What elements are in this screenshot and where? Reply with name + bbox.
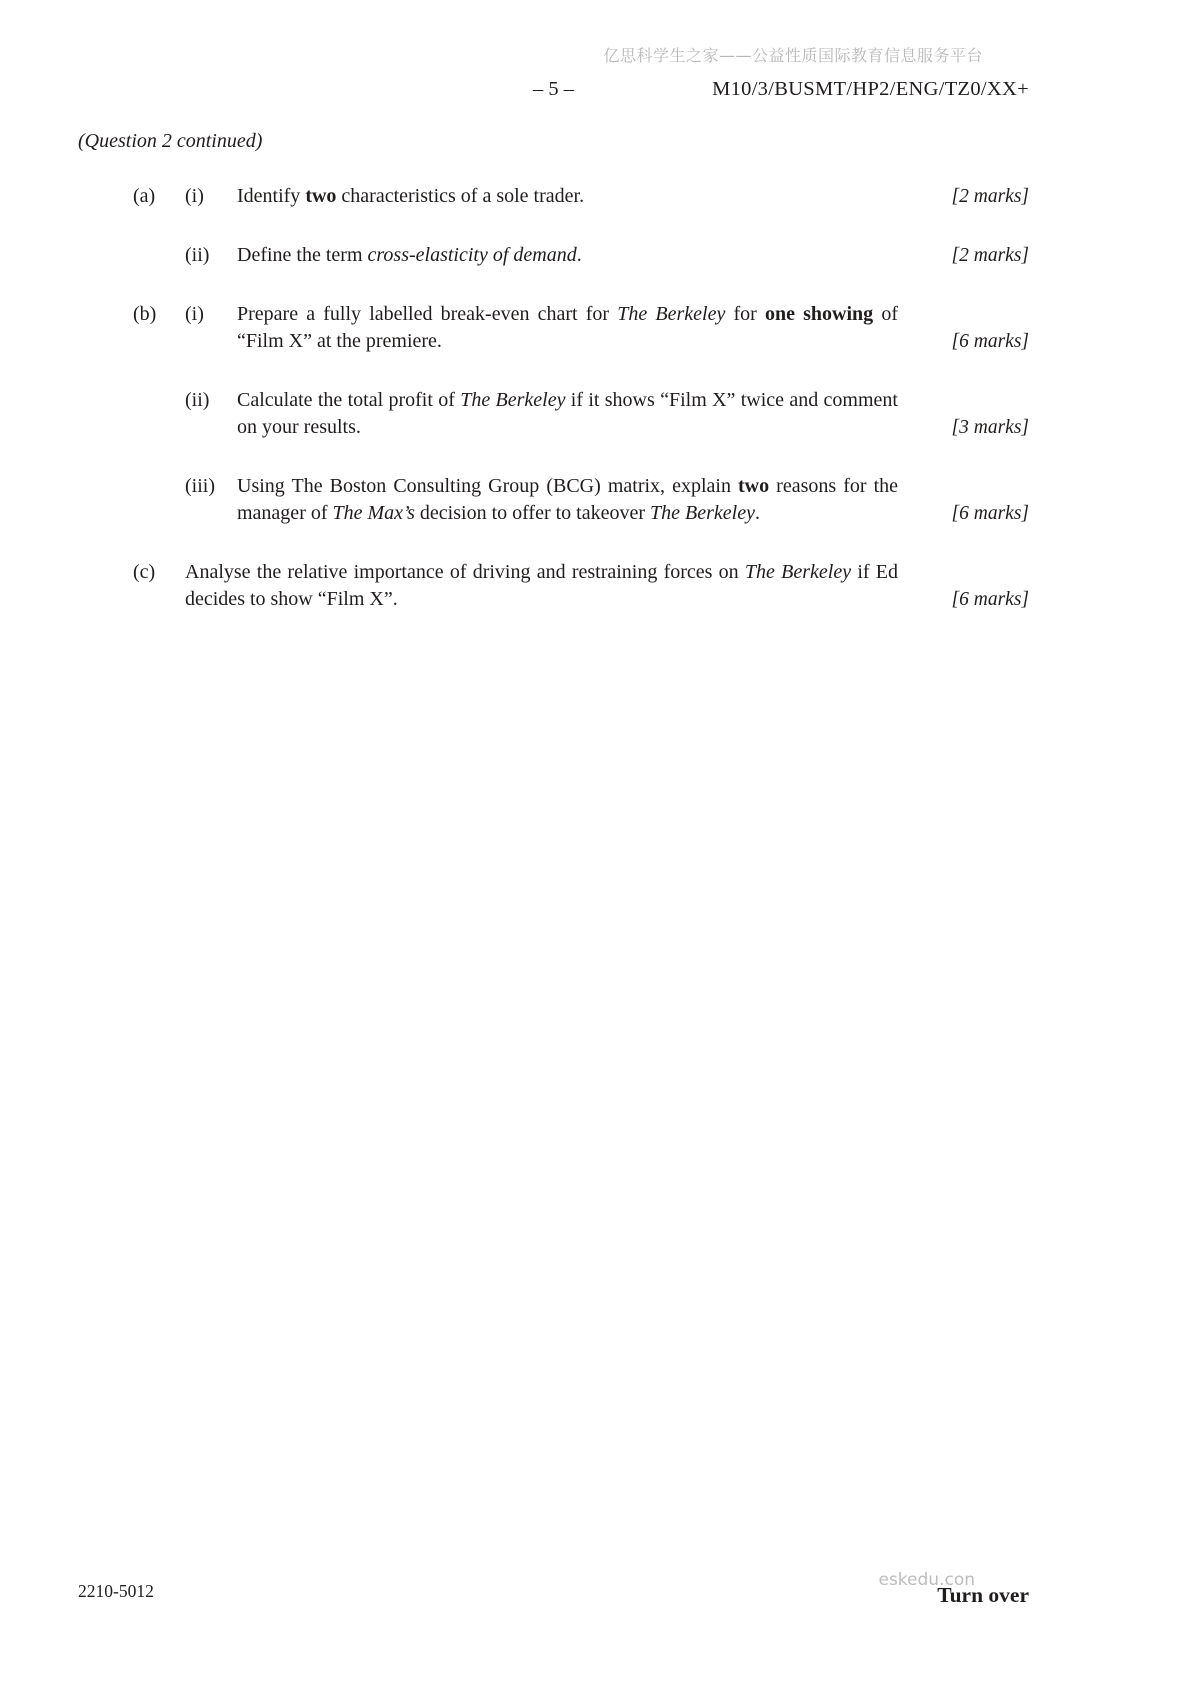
question-row-c	[133, 559, 1029, 613]
paper-reference-code: M10/3/BUSMT/HP2/ENG/TZ0/XX+	[712, 78, 1029, 100]
footer-watermark-text: eskedu.con	[878, 1570, 975, 1590]
question-continued-note: (Question 2 continued)	[78, 130, 263, 152]
question-text: Analyse the relative importance of driving and restraining forces on The Berkeley if Ed decides to show “Film X”.	[185, 561, 899, 610]
page-header	[78, 76, 1029, 103]
part-label: (a)	[133, 185, 156, 207]
part-label: (c)	[133, 561, 156, 583]
marks-label: [3 marks]	[951, 417, 1029, 438]
marks-label: [6 marks]	[951, 331, 1029, 352]
question-text: Identify two characteristics of a sole trader.	[237, 185, 585, 207]
question-text: Define the term cross-elasticity of demand.	[237, 244, 582, 266]
question-text: Using The Boston Consulting Group (BCG) matrix, explain two reasons for the manager of The Max’s decision to offer to takeover The Berkeley.	[237, 475, 899, 524]
header-watermark-text: 亿思科学生之家——公益性质国际教育信息服务平台	[603, 46, 983, 65]
question-text: Prepare a fully labelled break-even chart for The Berkeley for one showing of “Film X” at the premiere.	[237, 303, 898, 352]
marks-label: [2 marks]	[951, 245, 1029, 266]
question-row-b-ii	[133, 387, 1029, 441]
turn-over-label: Turn over	[937, 1583, 1029, 1607]
part-numeral: (iii)	[185, 475, 215, 497]
page-number: – 5 –	[533, 78, 574, 100]
question-row-a-ii	[133, 242, 1029, 269]
part-numeral: (i)	[185, 185, 204, 207]
part-numeral: (i)	[185, 303, 204, 325]
question-content	[78, 183, 1029, 645]
part-numeral: (ii)	[185, 389, 210, 411]
question-row-b-i	[133, 301, 1029, 355]
marks-label: [6 marks]	[951, 503, 1029, 524]
question-row-a-i	[133, 183, 1029, 210]
document-code: 2210-5012	[78, 1581, 154, 1601]
marks-label: [6 marks]	[951, 589, 1029, 610]
part-label: (b)	[133, 303, 157, 325]
question-row-b-iii	[133, 473, 1029, 527]
marks-label: [2 marks]	[951, 186, 1029, 207]
question-text: Calculate the total profit of The Berkeley if it shows “Film X” twice and comment on your results.	[237, 389, 898, 438]
part-numeral: (ii)	[185, 244, 210, 266]
